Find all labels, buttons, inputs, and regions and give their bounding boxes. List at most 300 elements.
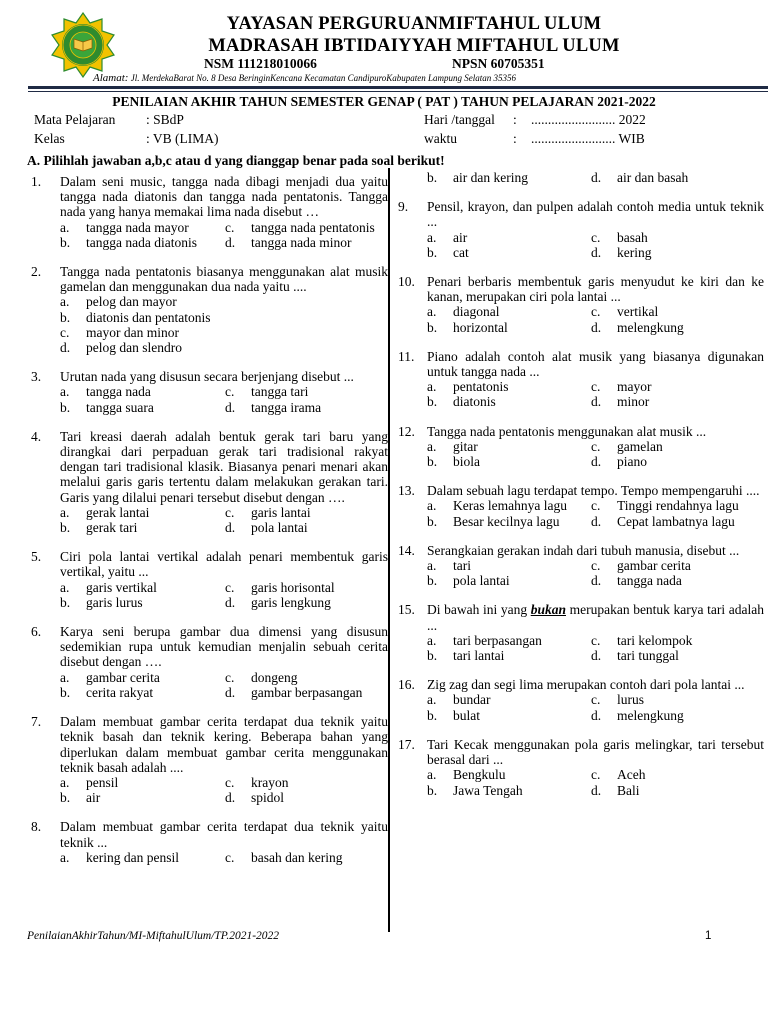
option-text: pola lantai: [453, 573, 510, 589]
answer-option[interactable]: [427, 230, 591, 245]
answer-options: [60, 580, 388, 610]
answer-option[interactable]: [225, 220, 388, 235]
option-text: pelog dan mayor: [86, 294, 177, 310]
option-text: pensil: [86, 774, 119, 790]
option-text: gerak tari: [86, 520, 138, 536]
answer-option[interactable]: [225, 850, 388, 865]
option-letter: d.: [591, 454, 602, 470]
question-number: 9.: [398, 199, 409, 215]
option-text: horizontal: [453, 319, 508, 335]
question-text: Zig zag dan segi lima merupakan contoh dari pola lantai ...: [427, 677, 745, 693]
option-letter: a.: [427, 379, 437, 395]
option-text: tari tunggal: [617, 648, 679, 664]
option-text: gambar berpasangan: [251, 684, 363, 700]
answer-option[interactable]: [427, 498, 591, 513]
exam-title: PENILAIAN AKHIR TAHUN SEMESTER GENAP ( PAT ) TAHUN PELAJARAN 2021-2022: [112, 94, 656, 109]
answer-option[interactable]: [591, 439, 764, 454]
answer-options: [427, 767, 764, 797]
answer-option[interactable]: [591, 558, 764, 573]
option-text: tari: [453, 558, 471, 574]
question-number: 17.: [398, 736, 415, 752]
option-text: diatonis: [453, 394, 496, 410]
option-letter: c.: [225, 219, 235, 235]
answer-option[interactable]: [225, 790, 388, 805]
answer-option[interactable]: [591, 648, 764, 663]
option-letter: c.: [591, 304, 601, 320]
nsm-number: NSM 111218010066: [204, 56, 317, 71]
option-letter: c.: [225, 504, 235, 520]
answer-option[interactable]: [427, 320, 591, 335]
answer-option[interactable]: [591, 320, 764, 335]
option-letter: a.: [60, 294, 70, 310]
option-letter: b.: [60, 520, 71, 536]
question-text: Tari Kecak menggunakan pola garis melingkar, tari tersebut berasal dari ...: [427, 736, 764, 768]
option-text: cat: [453, 244, 469, 260]
option-text: Besar kecilnya lagu: [453, 513, 560, 529]
answer-option[interactable]: [427, 783, 591, 798]
answer-option[interactable]: [427, 767, 591, 782]
option-text: tangga nada diatonis: [86, 234, 197, 250]
option-letter: b.: [427, 244, 438, 260]
option-text: gerak lantai: [86, 504, 150, 520]
option-text: piano: [617, 454, 647, 470]
date-colon: :: [513, 112, 517, 127]
option-letter: b.: [427, 782, 438, 798]
header-rule-thick: [28, 86, 768, 89]
answer-option[interactable]: [591, 708, 764, 723]
option-text: spidol: [251, 790, 285, 806]
option-letter: a.: [427, 304, 437, 320]
option-letter: d.: [591, 319, 602, 335]
option-letter: a.: [427, 632, 437, 648]
question-item: [394, 737, 764, 798]
answer-option[interactable]: [60, 400, 225, 415]
option-text: basah dan kering: [251, 849, 343, 865]
question-text: Piano adalah contoh alat musik yang biasanya digunakan untuk tangga nada ...: [427, 348, 764, 380]
question-text: Tangga nada pentatonis menggunakan alat musik ...: [427, 423, 707, 439]
option-letter: d.: [591, 170, 602, 185]
answer-options: [427, 692, 764, 722]
answer-option[interactable]: [225, 520, 388, 535]
question-text: Penari berbaris membentuk garis menyudut ke kiri dan ke kanan, merupakan ciri pola lantai ...: [427, 274, 764, 305]
option-letter: a.: [60, 219, 70, 235]
answer-option[interactable]: [60, 580, 225, 595]
option-text: tangga nada mayor: [86, 219, 189, 235]
question-item: [394, 199, 764, 260]
question-item: [27, 714, 388, 805]
option-text: air dan kering: [453, 170, 528, 185]
option-letter: c.: [225, 384, 235, 400]
option-text: garis vertikal: [86, 579, 157, 595]
option-text: gitar: [453, 438, 478, 454]
answer-options: [60, 670, 388, 700]
option-text: tari berpasangan: [453, 632, 542, 648]
option-letter: b.: [60, 790, 71, 806]
class-label: Kelas: [34, 131, 65, 146]
answer-option[interactable]: [427, 379, 591, 394]
answer-options: [60, 775, 388, 805]
answer-option[interactable]: [427, 708, 591, 723]
option-letter: c.: [591, 558, 601, 574]
answer-option[interactable]: [591, 394, 764, 409]
option-letter: d.: [225, 399, 236, 415]
answer-option[interactable]: [591, 454, 764, 469]
answer-option[interactable]: [427, 633, 591, 648]
answer-option[interactable]: [591, 692, 764, 707]
answer-option[interactable]: [591, 514, 764, 529]
option-letter: d.: [225, 790, 236, 806]
option-text: air: [453, 229, 468, 245]
answer-option[interactable]: [60, 520, 225, 535]
question-text: Karya seni berupa gambar dua dimensi yang disusun sedemikian rupa untuk kemudian menjalin sebuah cerita disebut dengan ….: [60, 624, 388, 670]
option-letter: c.: [591, 692, 601, 708]
question-number: 12.: [398, 423, 415, 439]
option-text: bundar: [453, 692, 491, 708]
question-text: Ciri pola lantai vertikal adalah penari membentuk garis vertikal, yaitu ...: [60, 549, 388, 580]
answer-option[interactable]: [591, 379, 764, 394]
question-number: 2.: [31, 264, 42, 280]
option-letter: d.: [591, 573, 602, 589]
question-number: 1.: [31, 174, 42, 189]
option-text: mayor dan minor: [86, 324, 179, 340]
option-text: krayon: [251, 774, 289, 790]
question-number: 10.: [398, 274, 415, 290]
answer-options: [60, 384, 388, 414]
option-text: garis lengkung: [251, 594, 331, 610]
option-letter: d.: [591, 244, 602, 260]
option-text: pola lantai: [251, 520, 308, 536]
option-letter: d.: [60, 340, 71, 356]
question-text: Dalam sebuah lagu terdapat tempo. Tempo mempengaruhi ....: [427, 483, 760, 499]
option-letter: c.: [591, 379, 601, 395]
question-text-part: Di bawah ini yang: [427, 602, 531, 618]
option-letter: c.: [225, 579, 235, 595]
answer-option[interactable]: [225, 580, 388, 595]
option-text: Keras lemahnya lagu: [453, 498, 567, 514]
option-text: air dan basah: [617, 170, 689, 185]
question-number: 5.: [31, 549, 42, 565]
option-letter: b.: [427, 513, 438, 529]
option-letter: c.: [60, 324, 70, 340]
option-text: tangga nada: [617, 573, 682, 589]
option-letter: b.: [427, 573, 438, 589]
emphasis-word: bukan: [530, 602, 566, 618]
option-text: Aceh: [617, 767, 646, 783]
time-colon: :: [513, 131, 517, 146]
question-8-continued-options: [394, 170, 764, 185]
option-letter: d.: [225, 594, 236, 610]
date-value: ......................... 2022: [531, 112, 646, 127]
question-text: Serangkaian gerakan indah dari tubuh manusia, disebut ...: [427, 542, 740, 558]
option-letter: c.: [225, 774, 235, 790]
answer-option[interactable]: [427, 304, 591, 319]
option-text: kering dan pensil: [86, 849, 179, 865]
left-column: [27, 174, 388, 879]
question-text: [427, 602, 764, 632]
option-text: pelog dan slendro: [86, 340, 182, 356]
option-letter: a.: [427, 438, 437, 454]
option-letter: a.: [60, 579, 70, 595]
question-item: [394, 543, 764, 589]
answer-option[interactable]: [427, 558, 591, 573]
option-letter: d.: [591, 782, 602, 798]
npsn-number: NPSN 60705351: [452, 56, 545, 71]
date-label: Hari /tanggal: [424, 112, 495, 127]
time-label: waktu: [424, 131, 457, 146]
question-text: Dalam membuat gambar cerita terdapat dua teknik yaitu teknik ...: [60, 819, 388, 850]
question-text: Urutan nada yang disusun secara berjenjang disebut ...: [60, 369, 354, 385]
question-text: Dalam seni music, tangga nada dibagi menjadi dua yaitu tangga nada diatonis dan tangga nada pentatonis. Tangga nada yang hanya memakai lima nada disebut …: [60, 174, 388, 220]
question-item: [27, 369, 388, 415]
answer-option[interactable]: [60, 850, 225, 865]
question-number: 4.: [31, 428, 42, 444]
option-letter: b.: [60, 399, 71, 415]
option-letter: b.: [60, 234, 71, 250]
answer-option[interactable]: [591, 304, 764, 319]
option-text: lurus: [617, 692, 644, 708]
answer-option[interactable]: [591, 230, 764, 245]
answer-options: [427, 230, 764, 260]
answer-options: [60, 294, 388, 355]
answer-option[interactable]: [225, 384, 388, 399]
question-item: [394, 274, 764, 335]
option-text: tangga irama: [251, 399, 322, 415]
answer-option[interactable]: [225, 400, 388, 415]
option-letter: b.: [60, 309, 71, 325]
option-text: biola: [453, 454, 480, 470]
option-text: tangga tari: [251, 384, 309, 400]
option-letter: a.: [60, 669, 70, 685]
answer-option[interactable]: [60, 595, 225, 610]
question-number: 6.: [31, 624, 42, 640]
option-text: vertikal: [617, 304, 659, 320]
option-text: garis lurus: [86, 594, 143, 610]
question-item: [27, 174, 388, 250]
option-letter: b.: [427, 394, 438, 410]
option-letter: d.: [591, 648, 602, 664]
option-text: air: [86, 790, 101, 806]
option-letter: c.: [591, 498, 601, 514]
option-letter: a.: [60, 504, 70, 520]
foundation-name: YAYASAN PERGURUANMIFTAHUL ULUM: [226, 14, 602, 34]
option-text: bulat: [453, 707, 480, 723]
option-text: tangga nada minor: [251, 234, 352, 250]
option-text: mayor: [617, 379, 652, 395]
question-item: [27, 429, 388, 535]
column-divider: [388, 168, 390, 932]
question-text: Tari kreasi daerah adalah bentuk gerak tari baru yang dirangkai dari perpaduan gerak tari tradisional rakyat dengan tari tradisional klasik. Biasanya penari menari akan melalui garis garis tertentu dalam melakukan gerakan tari. Garis yang dilalui penari tersebut disebut dengan ….: [60, 428, 388, 505]
option-letter: a.: [427, 558, 437, 574]
option-text: gambar cerita: [617, 558, 691, 574]
question-item: [394, 602, 764, 663]
answer-options: [60, 850, 388, 865]
answer-option[interactable]: [591, 767, 764, 782]
question-item: [394, 424, 764, 470]
answer-option[interactable]: [60, 685, 225, 700]
answer-option[interactable]: [427, 514, 591, 529]
answer-option[interactable]: [427, 648, 591, 663]
question-text: Dalam membuat gambar cerita terdapat dua teknik yaitu teknik basah dan teknik kering. Beberapa bahan yang diperlukan dalam membuat gambar cerita menggunakan teknik basah adalah ....: [60, 714, 388, 775]
answer-option[interactable]: [427, 170, 591, 185]
option-letter: b.: [427, 707, 438, 723]
answer-option[interactable]: [591, 573, 764, 588]
school-name: MADRASAH IBTIDAIYYAH MIFTAHUL ULUM: [208, 36, 620, 56]
option-letter: b.: [60, 684, 71, 700]
option-letter: a.: [60, 384, 70, 400]
option-text: tangga nada: [86, 384, 151, 400]
answer-option[interactable]: [60, 325, 388, 340]
address-text: Jl. MerdekaBarat No. 8 Desa BeringinKencana Kecamatan CandipuroKabupaten Lampung Selatan 35356: [130, 73, 516, 83]
option-text: basah: [617, 229, 648, 245]
subject-label: Mata Pelajaran: [34, 112, 116, 127]
question-number: 7.: [31, 714, 42, 730]
answer-options: [427, 304, 764, 334]
option-letter: c.: [591, 632, 601, 648]
option-letter: b.: [427, 454, 438, 470]
answer-option[interactable]: [60, 384, 225, 399]
instruction: A. Pilihlah jawaban a,b,c atau d yang dianggap benar pada soal berikut!: [27, 153, 445, 168]
question-item: [27, 549, 388, 610]
option-text: kering: [617, 244, 652, 260]
answer-options: [427, 498, 764, 528]
option-text: gamelan: [617, 438, 663, 454]
option-text: Cepat lambatnya lagu: [617, 513, 735, 529]
option-letter: d.: [591, 394, 602, 410]
answer-option[interactable]: [591, 783, 764, 798]
question-number: 13.: [398, 483, 415, 499]
question-number: 11.: [398, 348, 415, 364]
option-text: dongeng: [251, 669, 298, 685]
option-letter: d.: [225, 684, 236, 700]
answer-options: [60, 220, 388, 250]
answer-option[interactable]: [60, 790, 225, 805]
question-item: [27, 624, 388, 700]
answer-option[interactable]: [225, 685, 388, 700]
answer-option[interactable]: [427, 573, 591, 588]
option-letter: a.: [427, 229, 437, 245]
school-address: [93, 72, 516, 84]
answer-options: [427, 558, 764, 588]
answer-option[interactable]: [427, 245, 591, 260]
question-text: Tangga nada pentatonis biasanya menggunakan alat musik gamelan dan menggunakan dua nada yaitu ....: [60, 264, 388, 295]
answer-option[interactable]: [225, 595, 388, 610]
answer-option[interactable]: [60, 775, 225, 790]
option-letter: d.: [591, 707, 602, 723]
answer-options: [427, 379, 764, 409]
option-text: tari kelompok: [617, 632, 693, 648]
option-letter: c.: [591, 229, 601, 245]
option-text: minor: [617, 394, 650, 410]
option-text: tangga suara: [86, 399, 154, 415]
question-text: Pensil, krayon, dan pulpen adalah contoh media untuk teknik ...: [427, 199, 764, 230]
answer-option[interactable]: [225, 505, 388, 520]
answer-option[interactable]: [60, 505, 225, 520]
answer-option[interactable]: [60, 294, 388, 309]
option-letter: c.: [591, 438, 601, 454]
option-text: garis lantai: [251, 504, 311, 520]
address-label: Alamat:: [93, 72, 129, 84]
page-number: 1: [705, 930, 712, 942]
answer-option[interactable]: [60, 340, 388, 355]
option-text: melengkung: [617, 707, 684, 723]
answer-option[interactable]: [60, 235, 225, 250]
answer-option[interactable]: [427, 692, 591, 707]
option-letter: a.: [60, 774, 70, 790]
option-text: cerita rakyat: [86, 684, 154, 700]
option-text: gambar cerita: [86, 669, 160, 685]
answer-option[interactable]: [60, 670, 225, 685]
answer-options: [427, 633, 764, 663]
question-text-part: merupakan bentuk karya tari adalah ...: [427, 602, 764, 633]
answer-option[interactable]: [591, 245, 764, 260]
option-letter: b.: [427, 319, 438, 335]
answer-option[interactable]: [591, 633, 764, 648]
option-letter: d.: [225, 234, 236, 250]
footer-doc-code: PenilaianAkhirTahun/MI-MiftahulUlum/TP.2021-2022: [27, 930, 280, 942]
option-letter: c.: [225, 669, 235, 685]
option-text: Tinggi rendahnya lagu: [617, 498, 739, 514]
option-letter: a.: [60, 849, 70, 865]
answer-option[interactable]: [60, 220, 225, 235]
option-text: Bengkulu: [453, 767, 506, 783]
subject-value: : SBdP: [146, 112, 184, 127]
answer-option[interactable]: [225, 775, 388, 790]
question-number: 15.: [398, 602, 415, 618]
question-number: 14.: [398, 542, 415, 558]
header-rule-thin: [28, 91, 768, 92]
option-letter: b.: [60, 594, 71, 610]
option-text: garis horisontal: [251, 579, 335, 595]
question-number: 8.: [31, 819, 42, 835]
option-text: Jawa Tengah: [453, 782, 523, 798]
question-number: 16.: [398, 677, 415, 693]
option-letter: d.: [225, 520, 236, 536]
option-text: melengkung: [617, 319, 684, 335]
option-text: diatonis dan pentatonis: [86, 309, 211, 325]
question-item: [394, 483, 764, 529]
answer-options: [60, 505, 388, 535]
answer-option[interactable]: [591, 170, 764, 185]
answer-option[interactable]: [60, 310, 388, 325]
answer-option[interactable]: [225, 670, 388, 685]
option-letter: c.: [591, 767, 601, 783]
question-number: 3.: [31, 369, 42, 385]
question-item: [27, 819, 388, 865]
question-item: [394, 677, 764, 723]
option-letter: a.: [427, 498, 437, 514]
option-letter: d.: [591, 513, 602, 529]
option-text: tangga nada pentatonis: [251, 219, 375, 235]
right-column: [394, 170, 764, 812]
answer-option[interactable]: [427, 454, 591, 469]
answer-option[interactable]: [427, 439, 591, 454]
option-letter: a.: [427, 767, 437, 783]
answer-option[interactable]: [225, 235, 388, 250]
option-text: diagonal: [453, 304, 500, 320]
option-text: Bali: [617, 782, 640, 798]
option-letter: a.: [427, 692, 437, 708]
question-item: [394, 349, 764, 410]
answer-options: [427, 439, 764, 469]
option-letter: c.: [225, 849, 235, 865]
answer-option[interactable]: [591, 498, 764, 513]
class-value: : VB (LIMA): [146, 131, 219, 146]
option-text: tari lantai: [453, 648, 505, 664]
option-letter: b.: [427, 648, 438, 664]
answer-option[interactable]: [427, 394, 591, 409]
question-item: [27, 264, 388, 355]
option-letter: b.: [427, 170, 438, 185]
